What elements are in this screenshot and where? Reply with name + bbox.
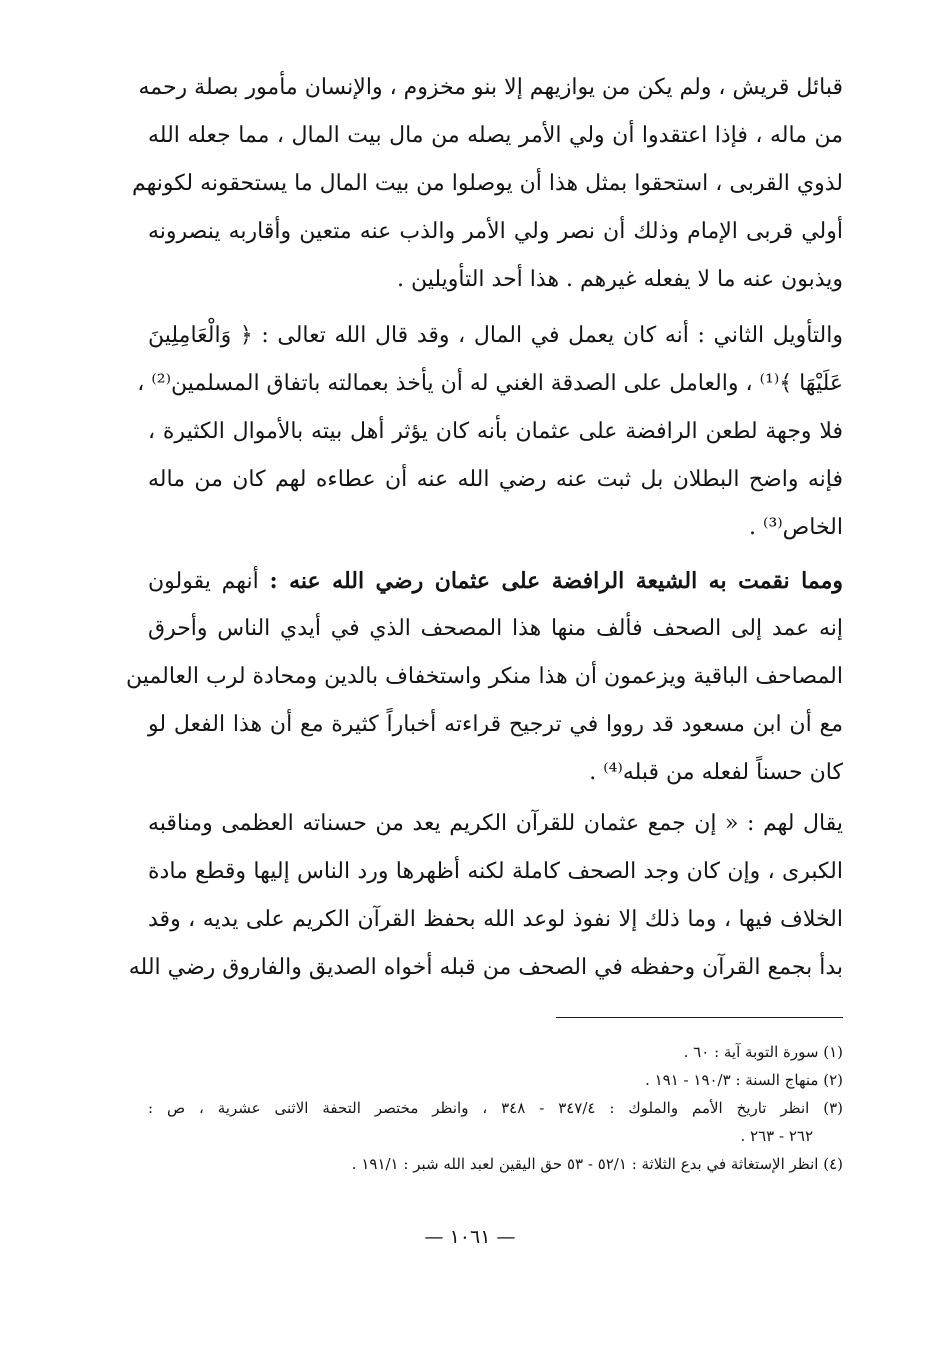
footnotes: [148, 1038, 843, 1178]
text-line: بدأ بجمع القرآن وحفظه في الصحف من قبله أخواه الصديق والفاروق رضي الله: [128, 955, 843, 980]
footnote-3: (٣) انظر تاريخ الأمم والملوك : ٣٤٧/٤ - ٣٤٨ ، وانظر مختصر التحفة الاثنى عشرية ، ص :: [148, 1099, 844, 1117]
paragraph-4: [128, 800, 843, 992]
text-line: مع أن ابن مسعود قد رووا في ترجيح قراءته أخباراً كثيرة مع أن هذا الفعل لو: [148, 712, 843, 737]
text-line: الخلاف فيها ، وما ذلك إلا نفوذ لوعد الله بحفظ القرآن الكريم على يديه ، وقد: [148, 907, 843, 932]
text-line-with-bold-lead: [148, 557, 843, 605]
text-line: المصاحف الباقية ويزعمون أن هذا منكر واستخفاف بالدين ومحادة لرب العالمين: [126, 664, 843, 689]
text-line: الخاص⁽³⁾ .: [749, 515, 843, 540]
paragraph-3: [126, 557, 843, 797]
paragraph-2: [137, 312, 843, 552]
text-line: فلا وجهة لطعن الرافضة على عثمان بأنه كان يؤثر أهل بيته بالأموال الكثيرة ،: [148, 419, 843, 444]
text-line: ويذبون عنه ما لا يفعله غيرهم . هذا أحد التأويلين .: [396, 267, 843, 292]
text-line: قبائل قريش ، ولم يكن من يوازيهم إلا بنو مخزوم ، والإنسان مأمور بصلة رحمه: [138, 75, 843, 100]
text-line: أولي قربى الإمام وذلك أن نصر ولي الأمر والذب عنه متعين وأقاربه ينصرونه: [148, 219, 843, 244]
text-line: والتأويل الثاني : أنه كان يعمل في المال ، وقد قال الله تعالى : ﴿ وَالْعَامِلِينَ: [148, 323, 843, 348]
text-line: عَلَيْهَا ﴾⁽¹⁾ ، والعامل على الصدقة الغني له أن يأخذ بعمالته باتفاق المسلمين⁽²⁾ ،: [137, 371, 843, 396]
text-line: من ماله ، فإذا اعتقدوا أن ولي الأمر يصله من مال بيت المال ، مما جعله الله: [148, 123, 843, 148]
text-line: الكبرى ، وإن كان وجد الصحف كاملة لكنه أظهرها ورد الناس إليها وقطع مادة: [148, 859, 843, 884]
text-line: إنه عمد إلى الصحف فألف منها هذا المصحف الذي في أيدي الناس وأحرق: [148, 616, 843, 641]
paragraph-1: [132, 64, 843, 304]
lead-rest-text: أنهم يقولون: [148, 569, 270, 594]
footnote-1: (١) سورة التوبة آية : ٦٠ .: [683, 1043, 843, 1061]
text-line: يقال لهم : « إن جمع عثمان للقرآن الكريم يعد من حسناته العظمى ومناقبه: [148, 811, 843, 836]
footnote-4: (٤) انظر الإستغاثة في بدع الثلاثة : ٥٢/١ - ٥٣ حق اليقين لعبد الله شبر : ١٩١/١ .: [351, 1155, 843, 1173]
footnote-3-continuation: ٢٦٢ - ٢٦٣ .: [740, 1127, 813, 1145]
text-line: فإنه واضح البطلان بل ثبت عنه رضي الله عنه أن عطاءه لهم كان من ماله: [148, 467, 843, 492]
page-number: — ١٠٦١ —: [424, 1226, 516, 1248]
text-line: كان حسناً لفعله من قبله⁽⁴⁾ .: [589, 760, 843, 785]
footnote-2: (٢) منهاج السنة : ١٩٠/٣ - ١٩١ .: [645, 1071, 843, 1089]
bold-lead-text: ومما نقمت به الشيعة الرافضة على عثمان رضي الله عنه :: [269, 568, 843, 594]
footnote-separator: [556, 1017, 843, 1018]
text-line: لذوي القربى ، استحقوا بمثل هذا أن يوصلوا من بيت المال ما يستحقونه لكونهم: [132, 171, 843, 196]
